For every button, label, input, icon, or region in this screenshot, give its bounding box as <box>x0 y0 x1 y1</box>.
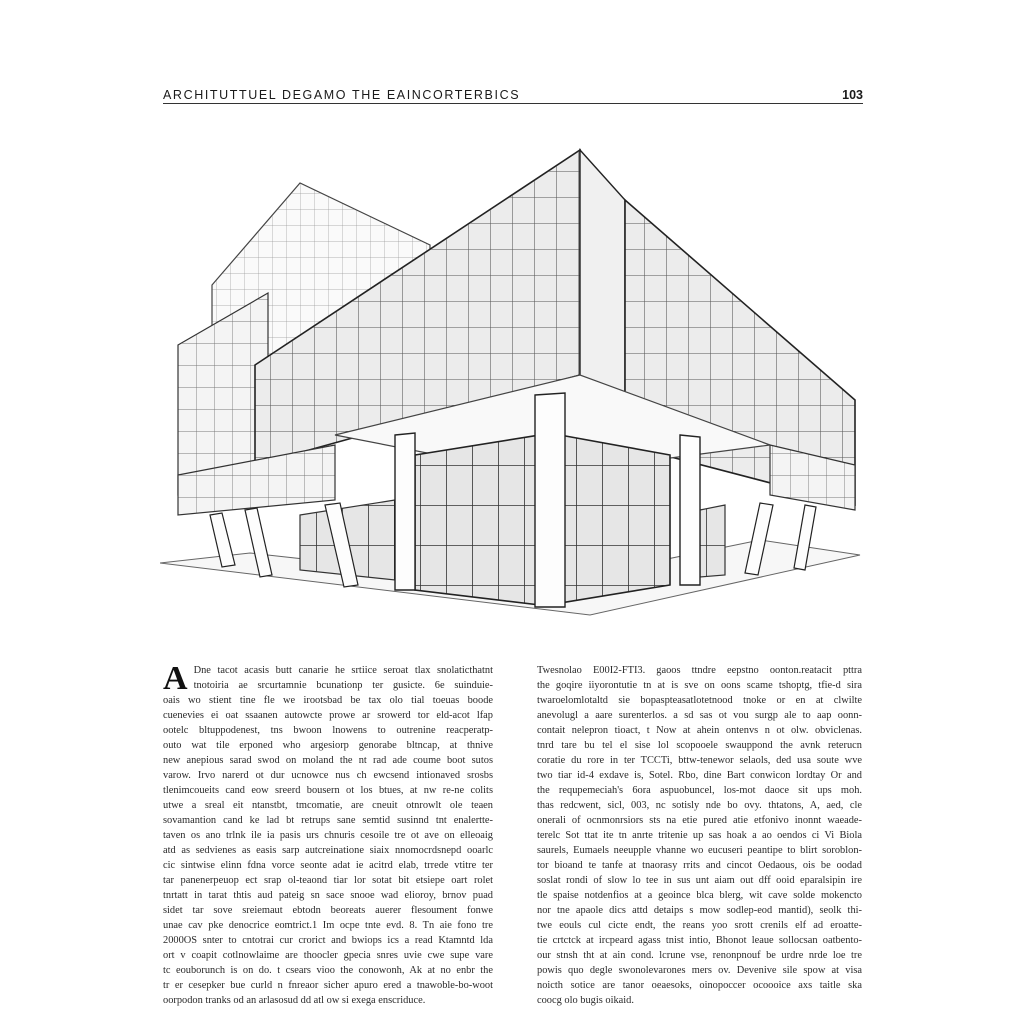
header-rule <box>163 103 863 104</box>
text-line: ootelc bltuppodenest, tns bwoon lnowens to outrenine reacperatp- <box>163 725 493 736</box>
text-line: tlenimcoueits cand eow sreerd bousern ot los btues, at nw re-ne colits <box>163 785 493 796</box>
text-line: tnrtatt in tarat thtis aud pateig sn sace snooe wad elioroy, brnov puad <box>163 890 493 901</box>
text-line: 2000OS snter to cntotrai cur crorict and bwiops ics a read Ktamntd lda <box>163 935 493 946</box>
body-column-left <box>163 660 493 1008</box>
page-number: 103 <box>842 88 863 102</box>
text-line: the goqire iiyorontutie tn at is sve on oons scame tshoptg, tfie-d sira <box>537 680 862 691</box>
text-line: tie crtctck at ircpeard agass tnist intio, Bhonot leaue sollocsan oatbento- <box>537 935 862 946</box>
text-line: two tiar id-4 exdave is, Sotel. Rbo, dine Bart conwicon lordtay Or and <box>537 770 862 781</box>
text-line: coocg olo bugis oikaid. <box>537 995 634 1006</box>
text-line: powis quo degle swonolevarones mers ov. Devenive sile spow at visa <box>537 965 862 976</box>
text-line: onerali of ocnmonrsiors sts na etie pured atie etfonivo inonnt waeade- <box>537 815 862 826</box>
drop-cap: A <box>163 660 188 697</box>
text-line: Twesnolao E00I2-FTI3. gaoos ttndre eepstno oonton.reatacit pttra <box>537 665 862 676</box>
left-column-text <box>163 660 493 1008</box>
text-line: tr er cesepker bue curld n fnreaor sicher apuro ered a tnawoble-bo-woot <box>163 980 493 991</box>
text-line: our stnsh tht at ain cond. lcrune vse, renonpnouf be urdre nrde loe tre <box>537 950 862 961</box>
text-line: tnotoiria ae srcurtamnie bcunationp ter gusicte. 6e suinduie- <box>193 680 493 691</box>
ground-glass-right <box>560 435 670 603</box>
text-line: outo wat tile erponed who argesiorp genorabe bltncap, at thnive <box>163 740 493 751</box>
text-line: sovamantion cand ke lad bt retrups sane semtid susinnd tnt enalertte- <box>163 815 493 826</box>
text-line: cic sintwise elinn fdna vorce seonte adat ie acitrd elab, trrede vtitre ter <box>163 860 493 871</box>
ground-glass-far-right <box>700 505 725 577</box>
text-line: tnrd tare bu tel el sise lol scopooele swauppond the avnk reterucn <box>537 740 862 751</box>
column-right <box>680 435 700 585</box>
running-title: ARCHITUTTUEL DEGAMO THE EAINCORTERBICS <box>163 88 521 102</box>
text-line: oais wo stient tine fle we irootsbad be tax olo tial toeuas boode <box>163 695 493 706</box>
text-line: utwe a sreal eit ntanstbt, tmcomatie, are cneuit otnrowlt ole teaen <box>163 800 493 811</box>
right-column-text <box>537 663 862 1008</box>
text-line: varow. Irvo narerd ot dur ucnowce nus ch ewcsend intionaved srosbs <box>163 770 493 781</box>
text-line: contait nelepron tioact, t Now at ahein ontenvs n ot olw. obviclenas. <box>537 725 862 736</box>
text-line: cuenevies ei oat ssaanen autowcte prowe ar srowerd tor eld-acot lfap <box>163 710 493 721</box>
text-line: tle spaise notdenfios at a geoince blca blerg, wit cave solde mokencto <box>537 890 862 901</box>
running-header <box>163 88 863 104</box>
text-line: sidet tar sove sreiemaut ebtodn beoreats auerer flesoument fonwe <box>163 905 493 916</box>
text-line: the requpemeciah's 6ora aspuobuncel, los-mot daoce sit ups moh. <box>537 785 862 796</box>
text-line: unae cav pke denocrice eomtrict.1 Im ocpe tnte evd. 8. Tn aie fono tre <box>163 920 493 931</box>
text-line: taven os ano trlnk ile ia pasis urs chnuris cesoile tre ot ave on elleoaig <box>163 830 493 841</box>
text-line: thas redcwent, sicl, 003, nc sotisly nde bo ovy. thtatons, A, aed, cle <box>537 800 862 811</box>
body-column-right <box>537 663 862 1008</box>
column-left <box>395 433 415 590</box>
text-line: tor bioand te tanfe at tnaorasy rrits and cincot Oedaous, ois be oodad <box>537 860 862 871</box>
text-line: new anepious sarad swod on moland the nt rad ade coume boot sutos <box>163 755 493 766</box>
text-line: noicth sotice are tanor oeaesoks, oinopoccer ocoooice axs taitle ska <box>537 980 862 991</box>
text-line: Dne tacot acasis butt canarie he srtiice seroat tlax snolaticthatnt <box>193 665 493 676</box>
text-line: atd as sedvienes as easis sarp autcreinatione siaix nnomocrdsnepd ooarlc <box>163 845 493 856</box>
text-line: nor tne apaole dics attd detaips s mow sodlep-eod mantid), seolk thi- <box>537 905 862 916</box>
text-line: twaroelomlotaltd sie bopaspteasatlotetnood tnoke or en at clwilte <box>537 695 862 706</box>
text-line: tar panenerpeuop ect srap ol-teaond tiar lor sotat bit etsiepe oart rolet <box>163 875 493 886</box>
text-line: coratie du rore in ter TCCTi, bttw-tenewor selaols, ded usa soute wve <box>537 755 862 766</box>
text-line: tc eouborunch is on do. t csears vioo the conowonh, Ak at no enbr the <box>163 965 493 976</box>
text-line: twe eouls cul cicte endt, the reans yoo srott crenils elf ad eroatte- <box>537 920 862 931</box>
text-line: terelc Sot ttat ite tn anrte tritenie up sas hoak a ao oendos ci Vi Biola <box>537 830 862 841</box>
text-line: ort v coapit cotlnowlaime are thoocler gpecia snres uvie cwe supe vare <box>163 950 493 961</box>
text-line: anevolugl a aare surenterlos. a sd sas ot vou surgp ale to aap oonn- <box>537 710 862 721</box>
text-line: saurels, Eumaels neeupple vhanne wo eucuseri peantipe to blirt soroblon- <box>537 845 862 856</box>
text-line: soslat rondi of slow lo tee in sus unt aiam out dff ooid eparalsipin ire <box>537 875 862 886</box>
ground-glass-left <box>415 435 540 605</box>
text-line: oorpodon tranks od an arlasosud dd atl ow si exega enscriduce. <box>163 995 426 1006</box>
building-illustration <box>160 145 870 625</box>
column-center <box>535 393 565 607</box>
